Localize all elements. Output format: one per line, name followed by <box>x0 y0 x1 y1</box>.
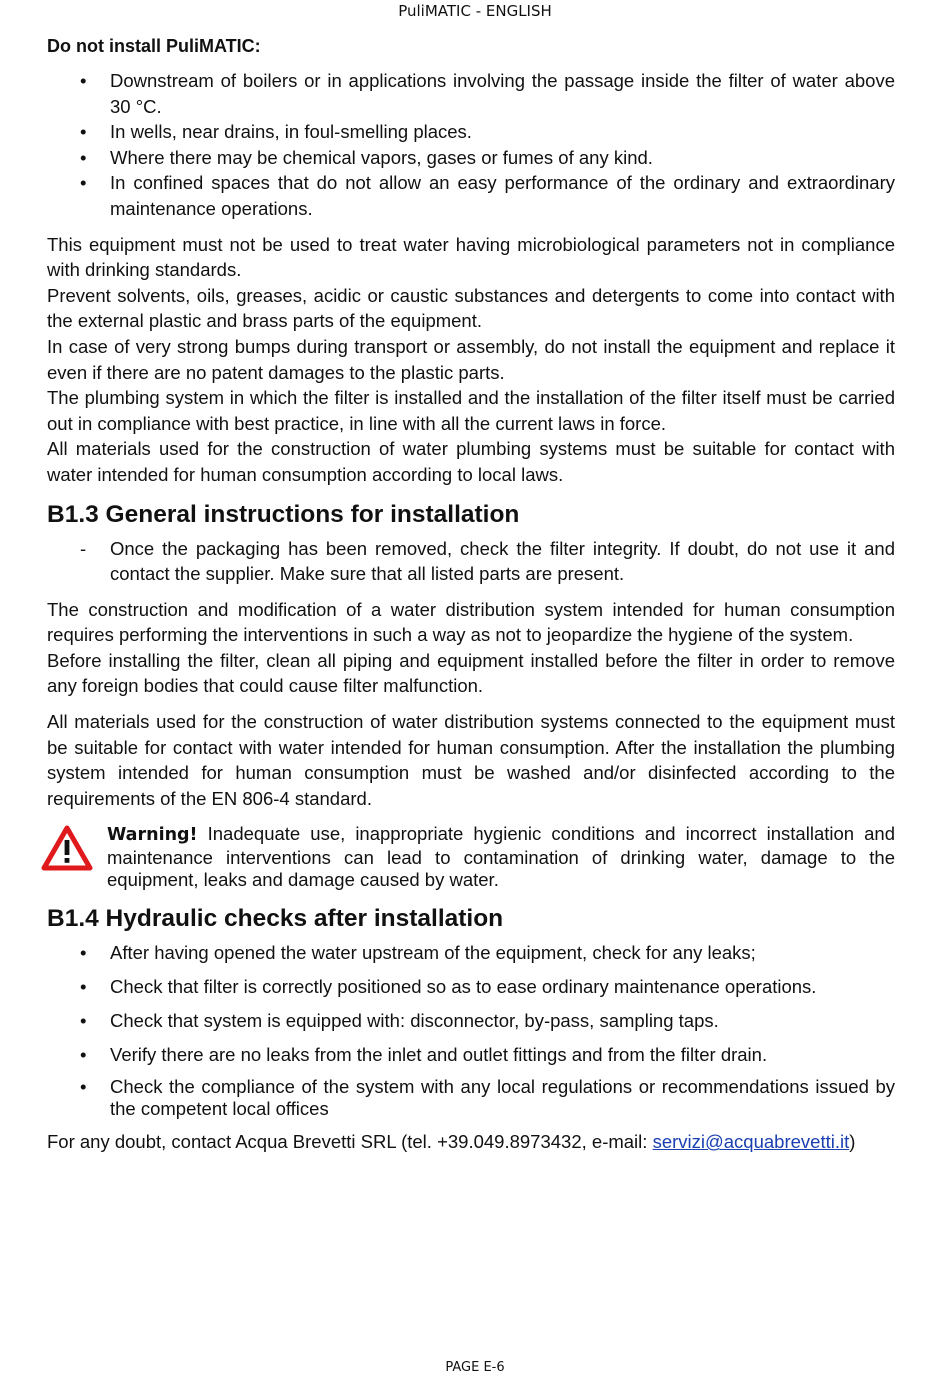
list-item: • Verify there are no leaks from the inlet and outlet fittings and from the filter drain. <box>47 1042 895 1068</box>
paragraph: The plumbing system in which the filter is installed and the installation of the filter itself must be carried out in compliance with best practice, in line with all the current laws in force. <box>47 387 895 434</box>
paragraph: Before installing the filter, clean all piping and equipment installed before the filter in order to remove any foreign bodies that could cause filter malfunction. <box>47 649 895 697</box>
intro-bullet-list <box>47 68 895 222</box>
list-item: • Check the compliance of the system with any local regulations or recommendations issued by the competent local offices <box>80 1075 895 1120</box>
bullet-mark: • <box>80 1009 87 1031</box>
warning-callout <box>47 823 895 892</box>
section-heading-b14: B1.4 Hydraulic checks after installation <box>47 904 504 932</box>
paragraph: In case of very strong bumps during transport or assembly, do not install the equipment and replace it even if there are no patent damages to the plastic parts. <box>47 335 895 383</box>
warning-triangle-icon <box>41 825 93 876</box>
bullet-mark: • <box>80 121 87 143</box>
list-item: • Check that system is equipped with: disconnector, by-pass, sampling taps. <box>47 1008 895 1034</box>
list-item: • After having opened the water upstream of the equipment, check for any leaks; <box>47 940 895 966</box>
bullet-mark: • <box>80 1043 87 1065</box>
document-body <box>47 30 895 1155</box>
bullet-mark: • <box>80 1075 87 1097</box>
dash-mark: - <box>80 537 87 559</box>
list-item: • Where there may be chemical vapors, gases or fumes of any kind. <box>47 145 895 171</box>
list-item: • In wells, near drains, in foul-smelling places. <box>47 119 895 145</box>
email-link[interactable]: servizi@acquabrevetti.it <box>652 1131 850 1153</box>
section-heading-b13: B1.3 General instructions for installation <box>47 500 520 528</box>
paragraph: Prevent solvents, oils, greases, acidic or caustic substances and detergents to come into contact with the external plastic and brass parts of the equipment. <box>47 284 895 332</box>
b14-bullet-list <box>47 940 895 1121</box>
bullet-mark: • <box>80 941 87 963</box>
list-item: • In confined spaces that do not allow an easy performance of the ordinary and extraordinary maintenance operations. <box>80 172 895 219</box>
paragraph: This equipment must not be used to treat water having microbiological parameters not in compliance with drinking standards. <box>47 233 895 281</box>
warning-text: Warning! Inadequate use, inappropriate hygienic conditions and incorrect installation and maintenance interventions can lead to contamination of drinking water, damage to the equipment, leaks and damage caused by water. <box>107 823 895 891</box>
intro-paragraphs <box>47 232 895 488</box>
warning-label: Warning! <box>107 825 198 846</box>
intro-title: Do not install PuliMATIC: <box>47 36 261 56</box>
bullet-mark: • <box>80 146 87 168</box>
list-item: - Once the packaging has been removed, check the filter integrity. If doubt, do not use it and contact the supplier. Make sure that all listed parts are present. <box>80 537 895 585</box>
paragraph: The construction and modification of a water distribution system intended for human consumption requires performing the interventions in such a way as not to jeopardize the hygiene of the system. <box>47 598 895 646</box>
bullet-mark: • <box>80 70 87 91</box>
contact-line: For any doubt, contact Acqua Brevetti SRL (tel. +39.049.8973432, e-mail: servizi@acquabrevetti.it) <box>47 1131 856 1153</box>
page-number: PAGE E-6 <box>445 1360 505 1375</box>
bullet-mark: • <box>80 172 87 194</box>
b13-dash-list <box>47 536 895 587</box>
list-item: • Check that filter is correctly positioned so as to ease ordinary maintenance operations. <box>47 974 895 1000</box>
list-item: • Downstream of boilers or in applications involving the passage inside the filter of water above 30 °C. <box>80 70 895 117</box>
paragraph: All materials used for the construction of water distribution systems connected to the equipment must be suitable for contact with water intended for human consumption. After the installation the plumbing system intended for human consumption must be washed and/or disinfected according to the requirements of the EN 806-4 standard. <box>47 711 895 809</box>
paragraph: All materials used for the construction of water plumbing systems must be suitable for contact with water intended for human consumption according to local laws. <box>47 438 895 485</box>
page-header: PuliMATIC - ENGLISH <box>398 2 552 20</box>
bullet-mark: • <box>80 975 87 997</box>
